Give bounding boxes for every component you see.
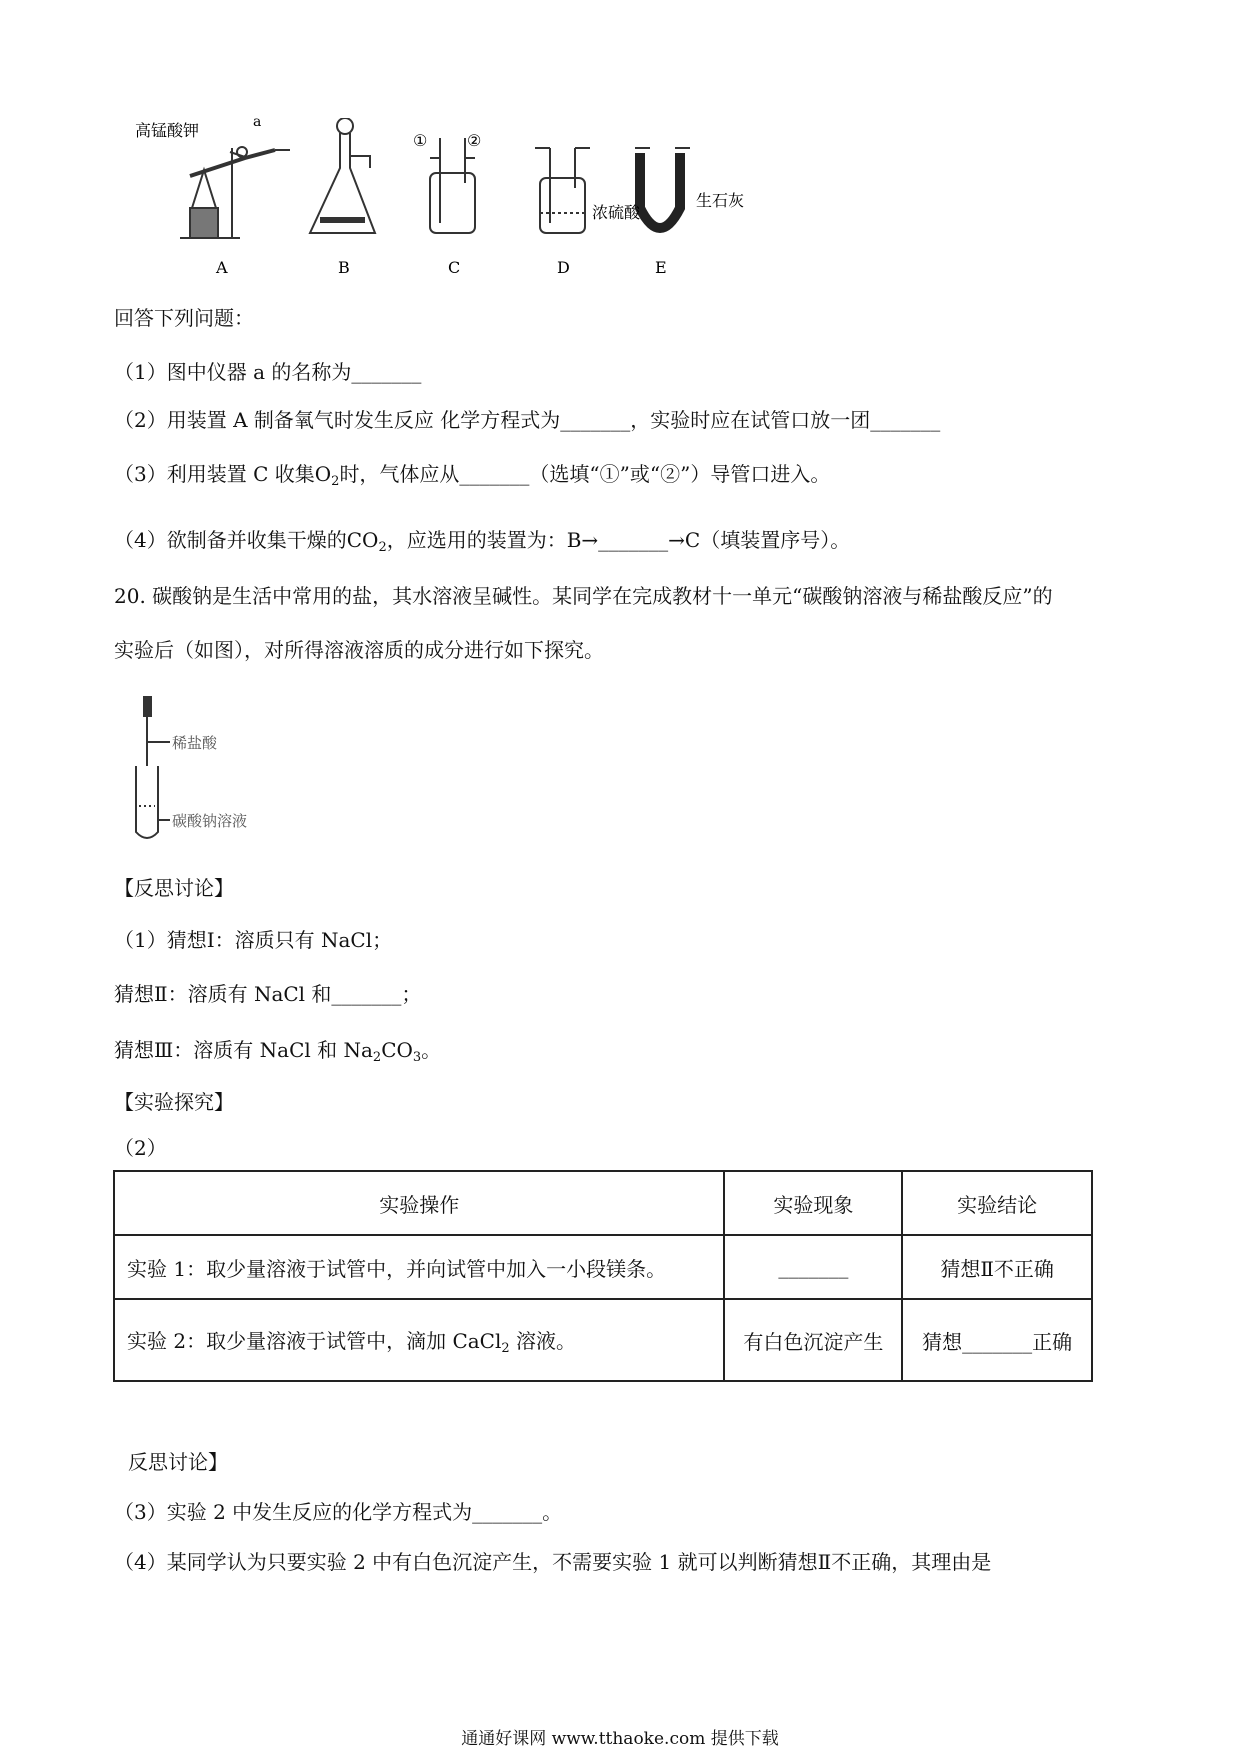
- guess-2: 猜想Ⅱ：溶质有 NaCl 和_______；: [114, 982, 422, 1006]
- q19-intro: 回答下列问题：: [114, 306, 254, 330]
- table-header-row: [114, 1171, 1092, 1235]
- row1-conclusion: 猜想Ⅱ不正确: [902, 1235, 1092, 1299]
- label-c2: ②: [467, 131, 482, 150]
- guess-1: （1）猜想Ⅰ：溶质只有 NaCl；: [114, 928, 393, 952]
- label-c1: ①: [413, 131, 428, 150]
- label-a: a: [253, 118, 262, 130]
- letter-a: A: [216, 258, 228, 277]
- header-phenomenon: 实验现象: [724, 1171, 902, 1235]
- na2co3-label: 碳酸钠溶液: [172, 812, 248, 830]
- experiment-table: [113, 1170, 1093, 1382]
- conc-h2so4-label: 浓硫酸: [592, 203, 641, 222]
- letter-c: C: [448, 258, 461, 277]
- kmno4-label: 高锰酸钾: [135, 121, 200, 140]
- q19-part3: （3）利用装置 C 收集$O_2$时，气体应从_______（选填“①”或“②”）导管口进入。: [114, 462, 831, 489]
- guess-3: 猜想Ⅲ：溶质有 NaCl 和 $Na_2CO_3$。: [114, 1038, 442, 1065]
- test-tube-figure: [130, 696, 290, 846]
- q20-part3: （3）实验 2 中发生反应的化学方程式为_______。: [114, 1500, 563, 1524]
- quicklime-label: 生石灰: [696, 191, 745, 210]
- q19-part2: （2）用装置 A 制备氧气时发生反应 化学方程式为_______，实验时应在试管口放一团_______: [114, 408, 941, 432]
- q20-part4: （4）某同学认为只要实验 2 中有白色沉淀产生，不需要实验 1 就可以判断猜想Ⅱ不正确，其理由是: [114, 1550, 992, 1574]
- apparatus-figure: [130, 118, 810, 278]
- row2-phenomenon: 有白色沉淀产生: [724, 1299, 902, 1381]
- q19-part4: （4）欲制备并收集干燥的$CO_2$，应选用的装置为：B→_______→C（填装置序号）。: [114, 528, 851, 555]
- row2-operation: 实验 2：取少量溶液于试管中，滴加 CaCl$_2$ 溶液。: [114, 1299, 724, 1381]
- q20-line2: 实验后（如图），对所得溶液溶质的成分进行如下探究。: [114, 638, 604, 662]
- header-conclusion: 实验结论: [902, 1171, 1092, 1235]
- row1-operation: 实验 1：取少量溶液于试管中，并向试管中加入一小段镁条。: [114, 1235, 724, 1299]
- letter-d: D: [557, 258, 570, 277]
- hcl-label: 稀盐酸: [172, 734, 218, 752]
- row2-conclusion: 猜想_______正确: [902, 1299, 1092, 1381]
- row1-phenomenon: _______: [724, 1235, 902, 1299]
- q19-part1: （1）图中仪器 a 的名称为_______: [114, 360, 422, 384]
- page-footer: 通通好课网 www.tthaoke.com 提供下载: [461, 1729, 779, 1749]
- section-reflect: 【反思讨论】: [114, 876, 234, 900]
- part-2-label: （2）: [114, 1136, 167, 1160]
- table-row: [114, 1299, 1092, 1381]
- letter-b: B: [338, 258, 350, 277]
- header-operation: 实验操作: [114, 1171, 724, 1235]
- letter-e: E: [655, 258, 667, 277]
- table-row: [114, 1235, 1092, 1299]
- q20-line1: 20. 碳酸钠是生活中常用的盐，其水溶液呈碱性。某同学在完成教材十一单元“碳酸钠溶液与稀盐酸反应”的: [114, 584, 1053, 608]
- section-explore: 【实验探究】: [114, 1090, 234, 1114]
- section-reflect-2: 反思讨论】: [128, 1450, 228, 1474]
